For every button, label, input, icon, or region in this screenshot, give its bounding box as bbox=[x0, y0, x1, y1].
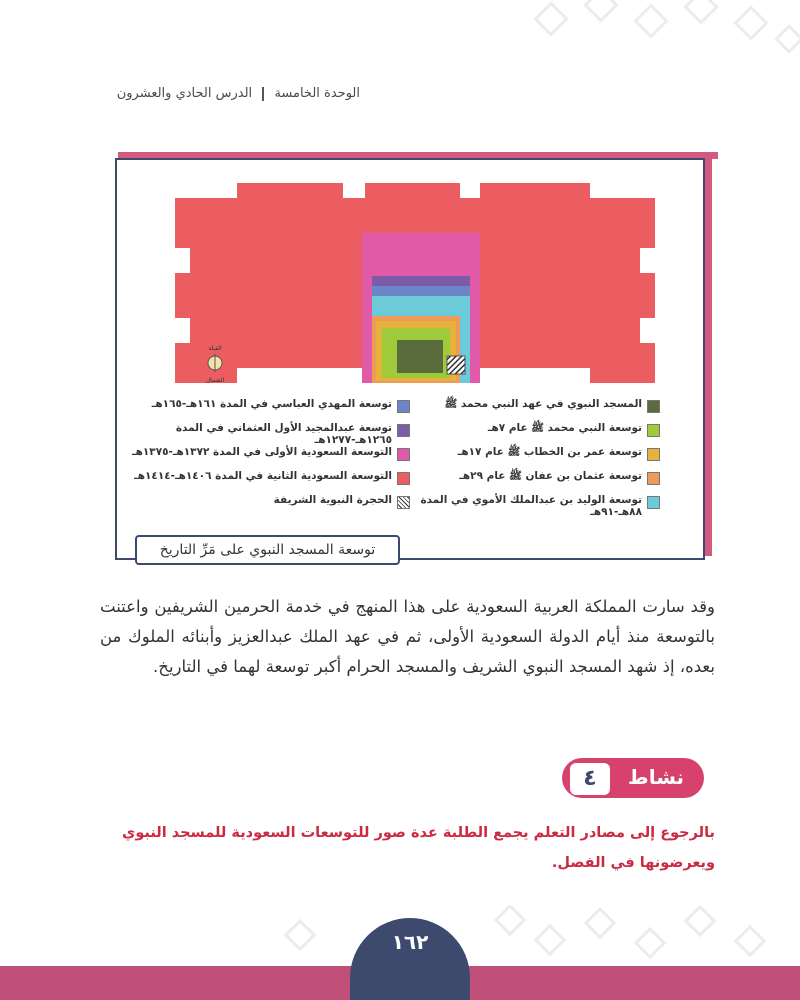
activity-label: نشاط bbox=[627, 765, 685, 789]
legend-swatch bbox=[647, 496, 660, 509]
legend-item bbox=[120, 494, 410, 518]
legend-item bbox=[120, 398, 410, 422]
legend-label: المسجد النبوي في عهد النبي محمد ﷺ bbox=[444, 398, 642, 410]
legend-swatch-hatched bbox=[397, 496, 410, 509]
compass-label-bottom: الشمال bbox=[205, 377, 225, 384]
decorative-pattern-top bbox=[480, 0, 800, 70]
legend-swatch bbox=[647, 472, 660, 485]
legend-swatch bbox=[647, 448, 660, 461]
prophetic-chamber-area bbox=[447, 356, 465, 374]
original-mosque-area bbox=[397, 340, 443, 373]
legend-label: توسعة عثمان بن عفان ﷺ عام ٢٩هـ bbox=[459, 470, 642, 482]
legend-column-left bbox=[120, 398, 410, 518]
legend-swatch bbox=[647, 424, 660, 437]
legend-item bbox=[420, 446, 660, 470]
legend-item bbox=[420, 470, 660, 494]
figure-legend bbox=[130, 398, 660, 528]
mosque-expansion-plan bbox=[175, 178, 655, 388]
legend-label: التوسعة السعودية الأولى في المدة ١٣٧٢هـ-١٣٧٥هـ bbox=[132, 446, 392, 458]
legend-label: توسعة عبدالمجيد الأول العثماني في المدة ١٢٦٥هـ-١٢٧٧هـ bbox=[175, 422, 392, 446]
legend-item bbox=[120, 470, 410, 494]
lesson-title: الدرس الحادي والعشرون bbox=[116, 86, 253, 101]
body-paragraph: وقد سارت المملكة العربية السعودية على هذا المنهج في خدمة الحرمين الشريفين واعتنت بالتوسعة منذ أيام الدولة السعودية الأولى، ثم في عهد الملك عبدالعزيز وأبنائه الملوك من بعده، إذ شهد المسجد النبوي الشريف والمسجد الحرام أكبر توسعة لهما في التاريخ. bbox=[100, 597, 715, 676]
legend-swatch bbox=[397, 448, 410, 461]
legend-item bbox=[420, 494, 660, 528]
legend-column-right bbox=[420, 398, 660, 528]
legend-item bbox=[120, 446, 410, 470]
unit-title: الوحدة الخامسة bbox=[274, 86, 360, 101]
legend-label: توسعة الوليد بن عبدالملك الأموي في المدة ٨٨هـ-٩١هـ bbox=[420, 494, 642, 518]
header-separator bbox=[262, 87, 264, 101]
legend-label: التوسعة السعودية الثانية في المدة ١٤٠٦هـ-١٤١٤هـ bbox=[134, 470, 392, 482]
legend-swatch bbox=[647, 400, 660, 413]
legend-swatch bbox=[397, 400, 410, 413]
legend-label: الحجرة النبوية الشريفة bbox=[273, 494, 392, 506]
compass-label-top: القبلة bbox=[208, 345, 222, 352]
legend-swatch bbox=[397, 424, 410, 437]
page-number: ١٦٢ bbox=[391, 930, 429, 954]
legend-label: توسعة النبي محمد ﷺ عام ٧هـ bbox=[487, 422, 642, 434]
legend-item bbox=[120, 422, 410, 446]
legend-item bbox=[420, 398, 660, 422]
activity-number: ٤ bbox=[570, 763, 610, 795]
legend-swatch bbox=[397, 472, 410, 485]
running-header bbox=[100, 86, 360, 101]
legend-label: توسعة عمر بن الخطاب ﷺ عام ١٧هـ bbox=[457, 446, 642, 458]
legend-item bbox=[420, 422, 660, 446]
activity-instructions: بالرجوع إلى مصادر التعلم يجمع الطلبة عدة صور للتوسعات السعودية للمسجد النبوي ويعرضونها في الفصل. bbox=[122, 825, 715, 871]
figure-caption: توسعة المسجد النبوي على مَرِّ التاريخ bbox=[135, 535, 400, 565]
legend-label: توسعة المهدي العباسي في المدة ١٦١هـ-١٦٥هـ bbox=[151, 398, 392, 410]
